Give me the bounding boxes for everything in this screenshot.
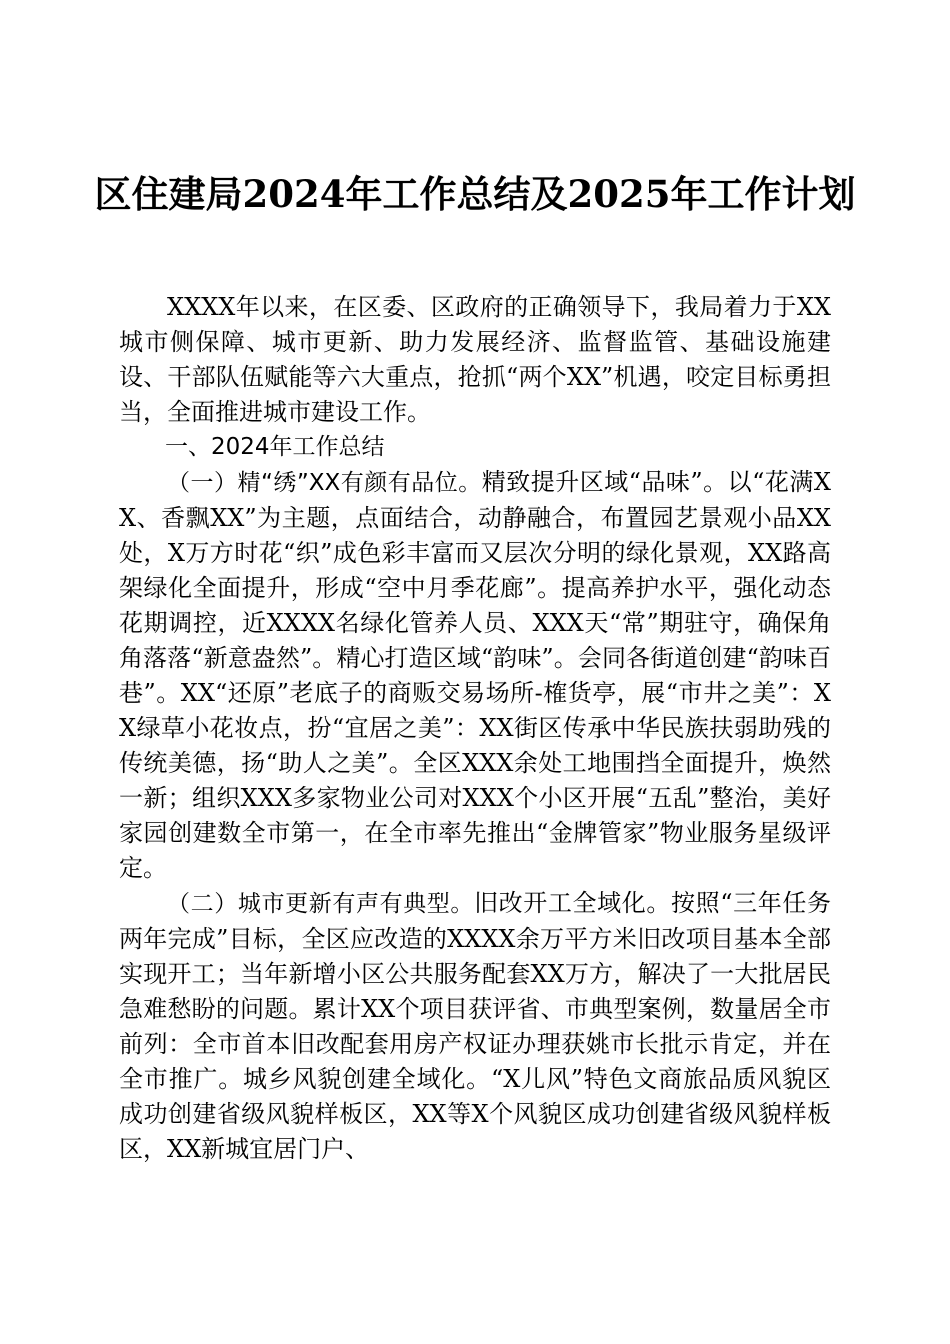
item-2-lead: （二）城市更新有声有典型。 (167, 891, 475, 917)
item-2-text: 旧改开工全域化。按照“三年任务两年完成”目标，全区应改造的XXXX余万平方米旧改项目基本全部实现开工；当年新增小区公共服务配套XX万方，解决了一大批居民急难愁盼的问题。累计XX个项目获评省、市典型案例，数量居全市前列：全市首本旧改配套用房产权证办理获姚市长批示肯定，并在全市推广。城乡风貌创建全域化。“X儿风”特色文商旅品质风貌区成功创建省级风貌样板区，XX等X个风貌区成功创建省级风貌样板区，XX新城宜居门户、 (119, 889, 832, 1163)
paragraph-item-1 (119, 465, 831, 886)
item-1-lead: （一）精“绣”XX有颜有品位。 (167, 470, 482, 496)
document-title: 区住建局2024年工作总结及2025年工作计划 (94, 172, 856, 216)
intro-paragraph: XXXX年以来，在区委、区政府的正确领导下，我局着力于XX城市侧保障、城市更新、助力发展经济、监督监管、基础设施建设、干部队伍赋能等六大重点，抢抓“两个XX”机遇，咬定目标勇担当，全面推进城市建设工作。 (119, 293, 831, 426)
section-heading-work-summary: 一、2024年工作总结 (165, 434, 385, 460)
item-1-text: 精致提升区域“品味”。以“花满XX、香飘XX”为主题，点面结合，动静融合，布置园艺景观小品XX处，X万方时花“织”成色彩丰富而又层次分明的绿化景观，XX路高架绿化全面提升，形成“空中月季花廊”。提高养护水平，强化动态花期调控，近XXXX名绿化管养人员、XXX天“常”期驻守，确保角角落落“新意盎然”。精心打造区域“韵味”。会同各街道创建“韵味百巷”。XX“还原”老底子的商贩交易场所-榷货亭，展“市井之美”：XX绿草小花妆点，扮“宜居之美”：XX街区传承中华民族扶弱助残的传统美德，扬“助人之美”。全区XXX余处工地围挡全面提升，焕然一新；组织XXX多家物业公司对XXX个小区开展“五乱”整治，美好家园创建数全市第一，在全市率先推出“金牌管家”物业服务星级评定。 (119, 468, 831, 882)
paragraph-item-2 (119, 886, 831, 1167)
document-body (119, 290, 831, 1167)
